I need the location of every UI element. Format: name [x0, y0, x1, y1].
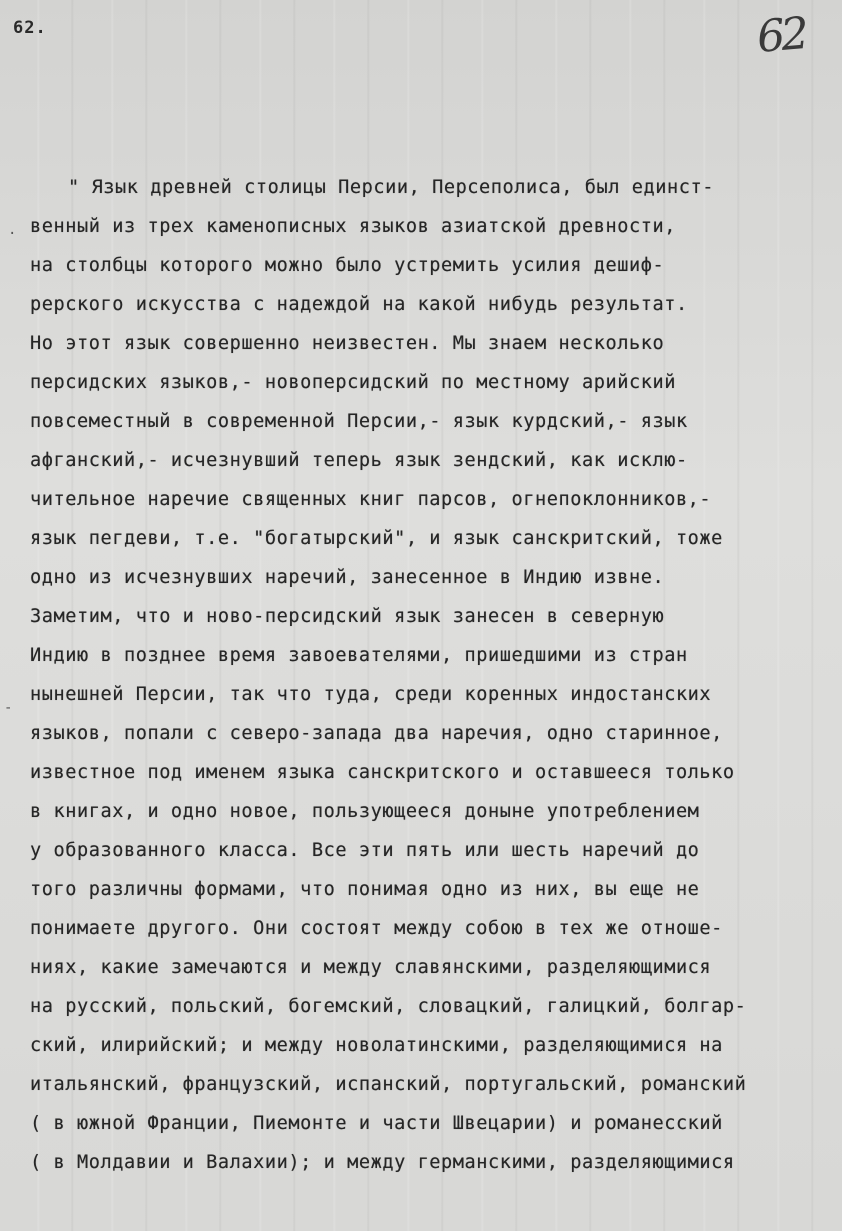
text-line-20: понимаете другого. Они состоят между собою в тех же отноше-: [30, 918, 723, 939]
text-line-21: ниях, какие замечаются и между славянскими, разделяющимися: [30, 957, 712, 978]
text-line-24: итальянский, французский, испанский, португальский, романский: [30, 1074, 747, 1095]
text-line-13: Индию в позднее время завоевателями, пришедшими из стран: [30, 645, 688, 666]
text-line-7: повсеместный в современной Персии,- язык курдский,- язык: [30, 411, 688, 432]
text-line-22: на русский, польский, богемский, словацкий, галицкий, болгар-: [30, 996, 747, 1017]
text-line-10: язык пегдеви, т.е. "богатырский", и язык санскритский, тоже: [30, 528, 723, 549]
text-line-1: " Язык древней столицы Персии, Персеполиса, был единст-: [68, 177, 714, 198]
margin-dash-mark: -: [4, 700, 13, 716]
text-line-2: венный из трех каменописных языков азиатской древности,: [30, 216, 676, 237]
margin-dot-mark: ·: [8, 226, 17, 242]
text-line-3: на столбцы которого можно было устремить усилия дешиф-: [30, 255, 665, 276]
text-line-8: афганский,- исчезнувший теперь язык зендский, как исклю-: [30, 450, 688, 471]
text-line-18: у образованного класса. Все эти пять или шесть наречий до: [30, 840, 700, 861]
text-line-23: ский, илирийский; и между новолатинскими, разделяющимися на: [30, 1035, 723, 1056]
text-line-15: языков, попали с северо-запада два наречия, одно старинное,: [30, 723, 723, 744]
text-line-17: в книгах, и одно новое, пользующееся доныне употреблением: [30, 801, 700, 822]
page-number: 62.: [13, 18, 47, 38]
text-line-11: одно из исчезнувших наречий, занесенное в Индию извне.: [30, 567, 665, 588]
text-line-9: чительное наречие священных книг парсов, огнепоклонников,-: [30, 489, 712, 510]
text-line-12: Заметим, что и ново-персидский язык занесен в северную: [30, 606, 665, 627]
text-line-16: известное под именем языка санскритского и оставшееся только: [30, 762, 735, 783]
text-line-6: персидских языков,- новоперсидский по местному арийский: [30, 372, 676, 393]
text-line-26: ( в Молдавии и Валахии); и между германскими, разделяющимися: [30, 1152, 735, 1173]
typed-text-body: [30, 168, 830, 1182]
text-line-19: того различны формами, что понимая одно из них, вы еще не: [30, 879, 700, 900]
text-line-25: ( в южной Франции, Пиемонте и части Швецарии) и романесский: [30, 1113, 723, 1134]
handwritten-archive-number: 62: [754, 8, 808, 63]
text-line-14: нынешней Персии, так что туда, среди коренных индостанских: [30, 684, 712, 705]
text-line-4: рерского искусства с надеждой на какой нибудь результат.: [30, 294, 688, 315]
text-line-5: Но этот язык совершенно неизвестен. Мы знаем несколько: [30, 333, 665, 354]
